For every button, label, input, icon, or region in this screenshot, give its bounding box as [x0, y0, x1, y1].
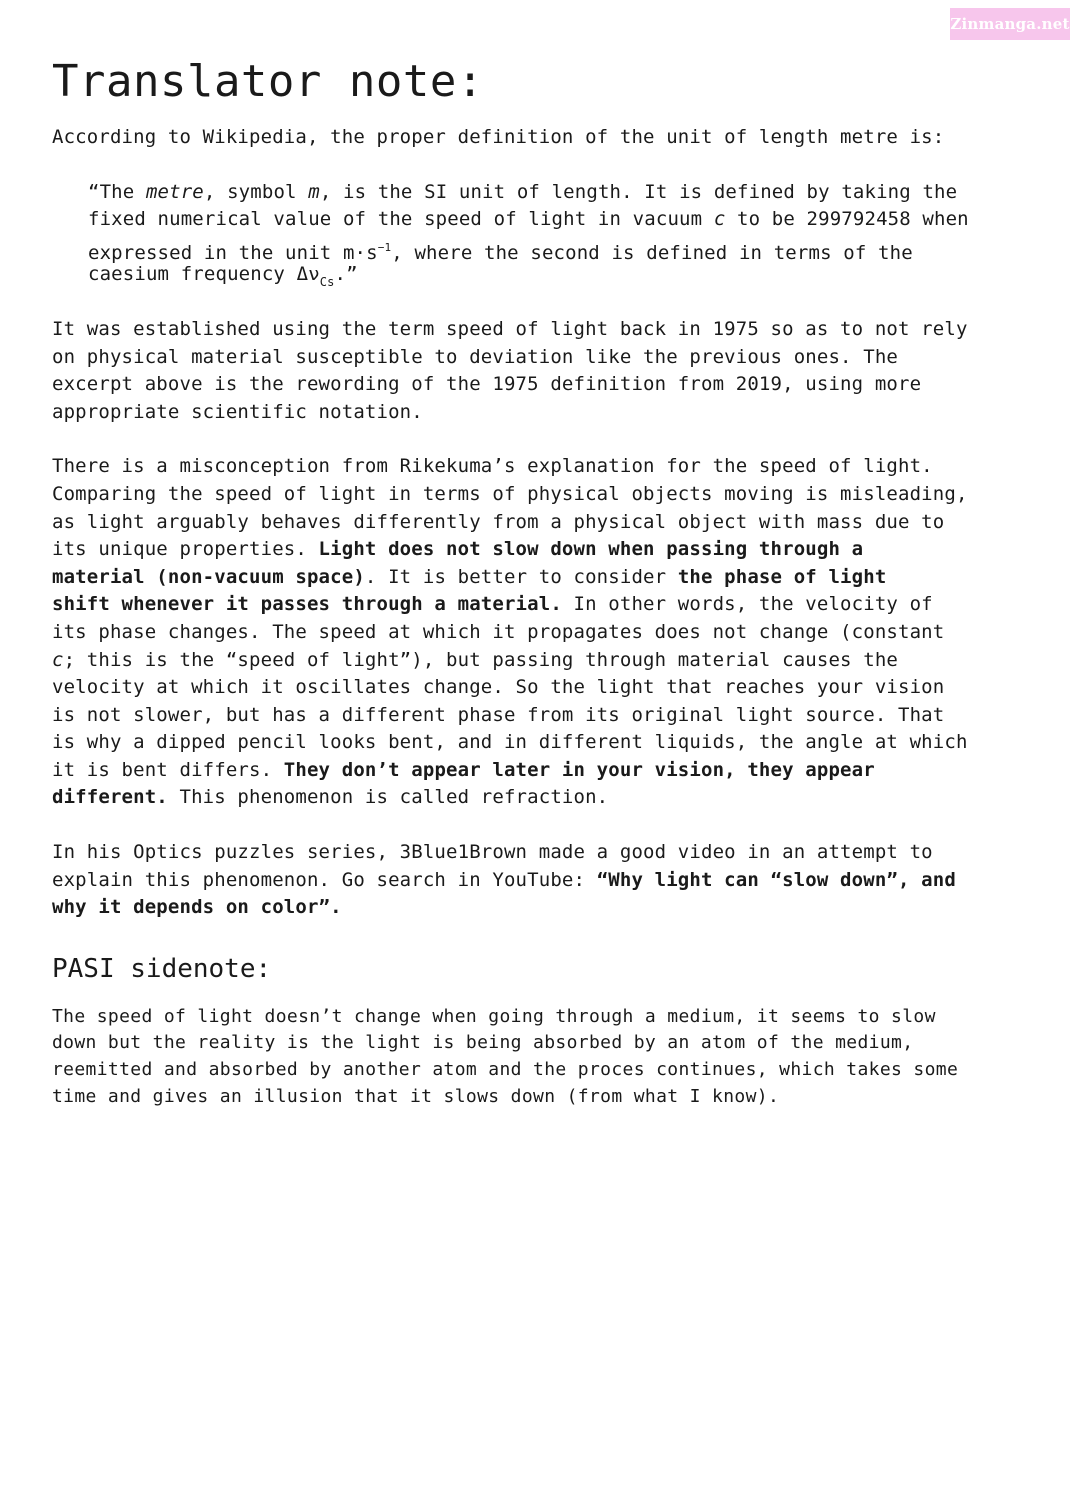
- quote-text: fixed numerical value of the speed of light in vacuum: [88, 208, 714, 231]
- bold-text: Light does not slow down when passing through a: [318, 538, 864, 561]
- paragraph-line: The speed of light doesn’t change when going through a medium, it seems to slow: [52, 1005, 936, 1027]
- bold-text: They don’t appear later in your vision, they appear: [283, 758, 875, 781]
- intro-paragraph: According to Wikipedia, the proper definition of the unit of length metre is:: [52, 126, 945, 148]
- text-run: it is bent differs.: [52, 758, 284, 781]
- paragraph-line: [52, 564, 1037, 592]
- bold-text: the phase of light: [677, 565, 887, 588]
- sidenote-paragraph: [52, 1004, 1037, 1110]
- misconception-paragraph: [52, 453, 1037, 812]
- bold-text: different.: [52, 786, 168, 809]
- paragraph-line: on physical material susceptible to deviation like the previous ones. The: [52, 345, 898, 368]
- paragraph-line: [52, 536, 1037, 564]
- quote-line: [88, 234, 1037, 262]
- quote-text: .”: [334, 263, 358, 286]
- paragraph-line: reemitted and absorbed by another atom and the proces continues, which takes some: [52, 1059, 959, 1081]
- definition-quote: [52, 179, 1037, 289]
- quote-text: “The: [88, 180, 146, 203]
- sidenote-heading: PASI sidenote:: [52, 953, 272, 984]
- paragraph-line: [52, 647, 1037, 675]
- bold-text: shift whenever it passes through a material.: [52, 593, 562, 616]
- quote-line: [88, 206, 1037, 234]
- quote-text: , symbol: [203, 180, 309, 203]
- paragraph-line: [52, 757, 1037, 785]
- translator-note-page: [52, 0, 1037, 1110]
- quote-italic-m: m: [308, 180, 320, 203]
- paragraph-line: time and gives an illusion that it slows down (from what I know).: [52, 1085, 780, 1107]
- text-run: its unique properties.: [52, 538, 319, 561]
- paragraph-line: There is a misconception from Rikekuma’s explanation for the speed of light.: [52, 455, 933, 478]
- text-run: This phenomenon is called refraction.: [167, 786, 609, 809]
- quote-line: [88, 261, 1037, 289]
- quote-text: caesium frequency Δν: [88, 263, 320, 286]
- paragraph-line: appropriate scientific notation.: [52, 400, 423, 423]
- paragraph-line: its phase changes. The speed at which it propagates does not change (constant: [52, 620, 945, 643]
- italic-c: c: [52, 648, 64, 671]
- paragraph-line: as light arguably behaves differently from a physical object with mass due to: [52, 510, 945, 533]
- paragraph-line: Comparing the speed of light in terms of physical objects moving is misleading,: [52, 482, 968, 505]
- history-paragraph: [52, 316, 1037, 426]
- paragraph-line: In his Optics puzzles series, 3Blue1Brown made a good video in an attempt to: [52, 841, 933, 864]
- paragraph-line: is why a dipped pencil looks bent, and in different liquids, the angle at which: [52, 731, 968, 754]
- text-run: explain this phenomenon. Go search in YouTube:: [52, 868, 597, 891]
- quote-text: to be 299792458 when: [725, 208, 969, 231]
- quote-text: expressed in the unit m·s: [88, 241, 378, 264]
- page-title: Translator note:: [52, 56, 484, 107]
- text-run: In other words, the velocity of: [561, 593, 933, 616]
- paragraph-line: [52, 894, 1037, 922]
- site-watermark: Zinmanga.net: [950, 8, 1070, 40]
- text-run: . It is better to consider: [364, 565, 678, 588]
- paragraph-line: velocity at which it oscillates change. So the light that reaches your vision: [52, 676, 945, 699]
- video-title: why it depends on color”.: [52, 896, 342, 919]
- video-title: “Why light can “slow down”, and: [596, 868, 956, 891]
- subscript: Cs: [319, 275, 335, 290]
- bold-text: material (non-vacuum space): [52, 565, 365, 588]
- paragraph-line: [52, 867, 1037, 895]
- superscript: −1: [377, 240, 392, 254]
- quote-italic-metre: metre: [145, 180, 204, 203]
- quote-italic-c: c: [713, 208, 726, 231]
- quote-line: [88, 179, 1037, 207]
- paragraph-line: It was established using the term speed of light back in 1975 so as to not rely: [52, 317, 968, 340]
- paragraph-line: excerpt above is the rewording of the 1975 definition from 2019, using more: [52, 373, 922, 396]
- paragraph-line: down but the reality is the light is being absorbed by an atom of the medium,: [52, 1032, 914, 1054]
- paragraph-line: [52, 784, 1037, 812]
- quote-text: , where the second is defined in terms of the: [391, 241, 913, 264]
- video-reference-paragraph: [52, 839, 1037, 922]
- paragraph-line: [52, 591, 1037, 619]
- quote-text: , is the SI unit of length. It is defined by taking the: [319, 180, 958, 203]
- text-run: ; this is the “speed of light”), but passing through material causes the: [63, 648, 898, 671]
- paragraph-line: is not slower, but has a different phase from its original light source. That: [52, 703, 945, 726]
